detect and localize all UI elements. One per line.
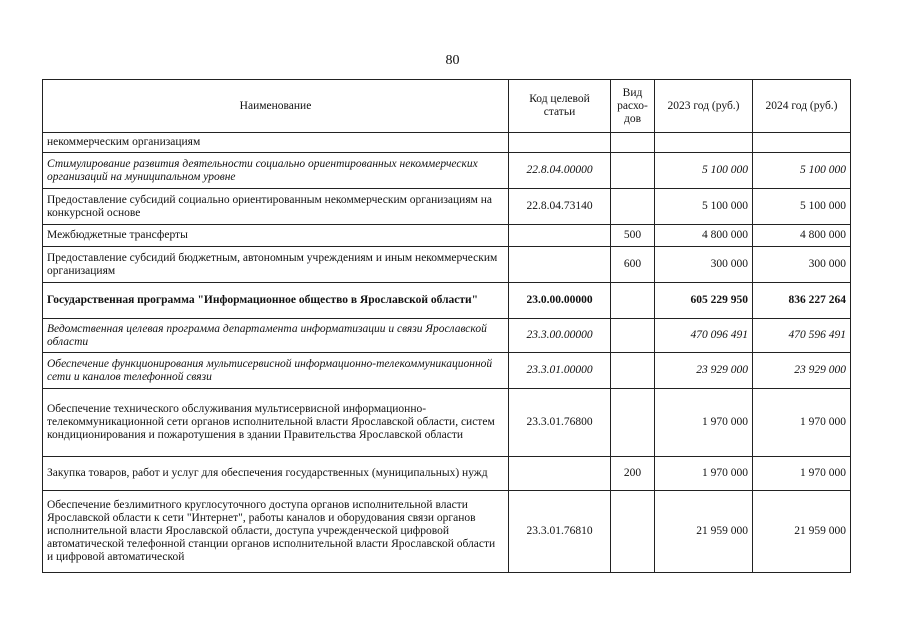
table-row [43, 319, 851, 353]
row-kind-cell [611, 353, 655, 389]
row-code-cell [509, 247, 611, 283]
row-2024-cell: 23 929 000 [753, 353, 851, 389]
row-2024-cell: 5 100 000 [753, 153, 851, 189]
header-name: Наименование [43, 80, 509, 133]
row-2023-cell: 5 100 000 [655, 189, 753, 225]
row-2023-cell: 23 929 000 [655, 353, 753, 389]
header-2024: 2024 год (руб.) [753, 80, 851, 133]
header-kind: Вид расхо-дов [611, 80, 655, 133]
row-2023-cell: 1 970 000 [655, 389, 753, 457]
table-row [43, 133, 851, 153]
row-name-cell: Ведомственная целевая программа департамента информатизации и связи Ярославской области [43, 319, 509, 353]
row-name-cell: Закупка товаров, работ и услуг для обеспечения государственных (муниципальных) нужд [43, 457, 509, 491]
row-name-cell: Обеспечение безлимитного круглосуточного доступа органов исполнительной власти Ярославской области к сети "Интернет", работы каналов и оборудования связи органов исполнительной власти Ярославской области, доступа учрежденческой цифровой автоматической телефонной станции органов исполнительной власти Ярославской области и цифровой автоматической [43, 491, 509, 573]
row-2024-cell: 5 100 000 [753, 189, 851, 225]
row-kind-cell [611, 389, 655, 457]
row-code-cell [509, 225, 611, 247]
row-2023-cell: 5 100 000 [655, 153, 753, 189]
row-2023-cell: 470 096 491 [655, 319, 753, 353]
page-number: 80 [445, 53, 460, 68]
row-2024-cell: 836 227 264 [753, 283, 851, 319]
row-2024-cell: 470 596 491 [753, 319, 851, 353]
row-2024-cell: 1 970 000 [753, 457, 851, 491]
table-row [43, 189, 851, 225]
row-2023-cell: 4 800 000 [655, 225, 753, 247]
table-row [43, 225, 851, 247]
row-kind-cell: 200 [611, 457, 655, 491]
header-row [43, 80, 851, 133]
table-body [43, 133, 851, 573]
row-2024-cell: 1 970 000 [753, 389, 851, 457]
row-name-cell: Обеспечение функционирования мультисервисной информационно-телекоммуникационной сети и каналов телефонной связи [43, 353, 509, 389]
row-kind-cell [611, 189, 655, 225]
row-code-cell: 22.8.04.73140 [509, 189, 611, 225]
row-2024-cell: 21 959 000 [753, 491, 851, 573]
table-row [43, 491, 851, 573]
table-row [43, 457, 851, 491]
table-row [43, 153, 851, 189]
row-code-cell: 23.3.01.76810 [509, 491, 611, 573]
row-kind-cell [611, 283, 655, 319]
table-row [43, 283, 851, 319]
row-code-cell: 22.8.04.00000 [509, 153, 611, 189]
row-name-cell: Предоставление субсидий бюджетным, автономным учреждениям и иным некоммерческим организациям [43, 247, 509, 283]
table-row [43, 247, 851, 283]
row-2023-cell: 300 000 [655, 247, 753, 283]
row-2023-cell: 21 959 000 [655, 491, 753, 573]
table-row [43, 353, 851, 389]
budget-table [42, 79, 851, 573]
row-kind-cell [611, 319, 655, 353]
header-2023: 2023 год (руб.) [655, 80, 753, 133]
row-2023-cell [655, 133, 753, 153]
row-kind-cell [611, 491, 655, 573]
row-name-cell: Государственная программа "Информационное общество в Ярославской области" [43, 283, 509, 319]
row-code-cell: 23.3.00.00000 [509, 319, 611, 353]
row-code-cell: 23.3.01.00000 [509, 353, 611, 389]
row-2024-cell [753, 133, 851, 153]
row-2023-cell: 1 970 000 [655, 457, 753, 491]
row-2024-cell: 4 800 000 [753, 225, 851, 247]
row-name-cell: Предоставление субсидий социально ориентированным некоммерческим организациям на конкурсной основе [43, 189, 509, 225]
row-name-cell: Межбюджетные трансферты [43, 225, 509, 247]
table-row [43, 389, 851, 457]
row-code-cell: 23.0.00.00000 [509, 283, 611, 319]
row-name-cell: Стимулирование развития деятельности социально ориентированных некоммерческих организаций на муниципальном уровне [43, 153, 509, 189]
row-code-cell [509, 457, 611, 491]
row-2023-cell: 605 229 950 [655, 283, 753, 319]
row-kind-cell: 600 [611, 247, 655, 283]
row-kind-cell [611, 153, 655, 189]
row-code-cell [509, 133, 611, 153]
header-code: Код целевой статьи [509, 80, 611, 133]
row-code-cell: 23.3.01.76800 [509, 389, 611, 457]
row-kind-cell: 500 [611, 225, 655, 247]
row-name-cell: Обеспечение технического обслуживания мультисервисной информационно-телекоммуникационной сети органов исполнительной власти Ярославской области, систем кондиционирования и пожаротушения в здании Правительства Ярославской области [43, 389, 509, 457]
row-2024-cell: 300 000 [753, 247, 851, 283]
row-name-cell: некоммерческим организациям [43, 133, 509, 153]
row-kind-cell [611, 133, 655, 153]
